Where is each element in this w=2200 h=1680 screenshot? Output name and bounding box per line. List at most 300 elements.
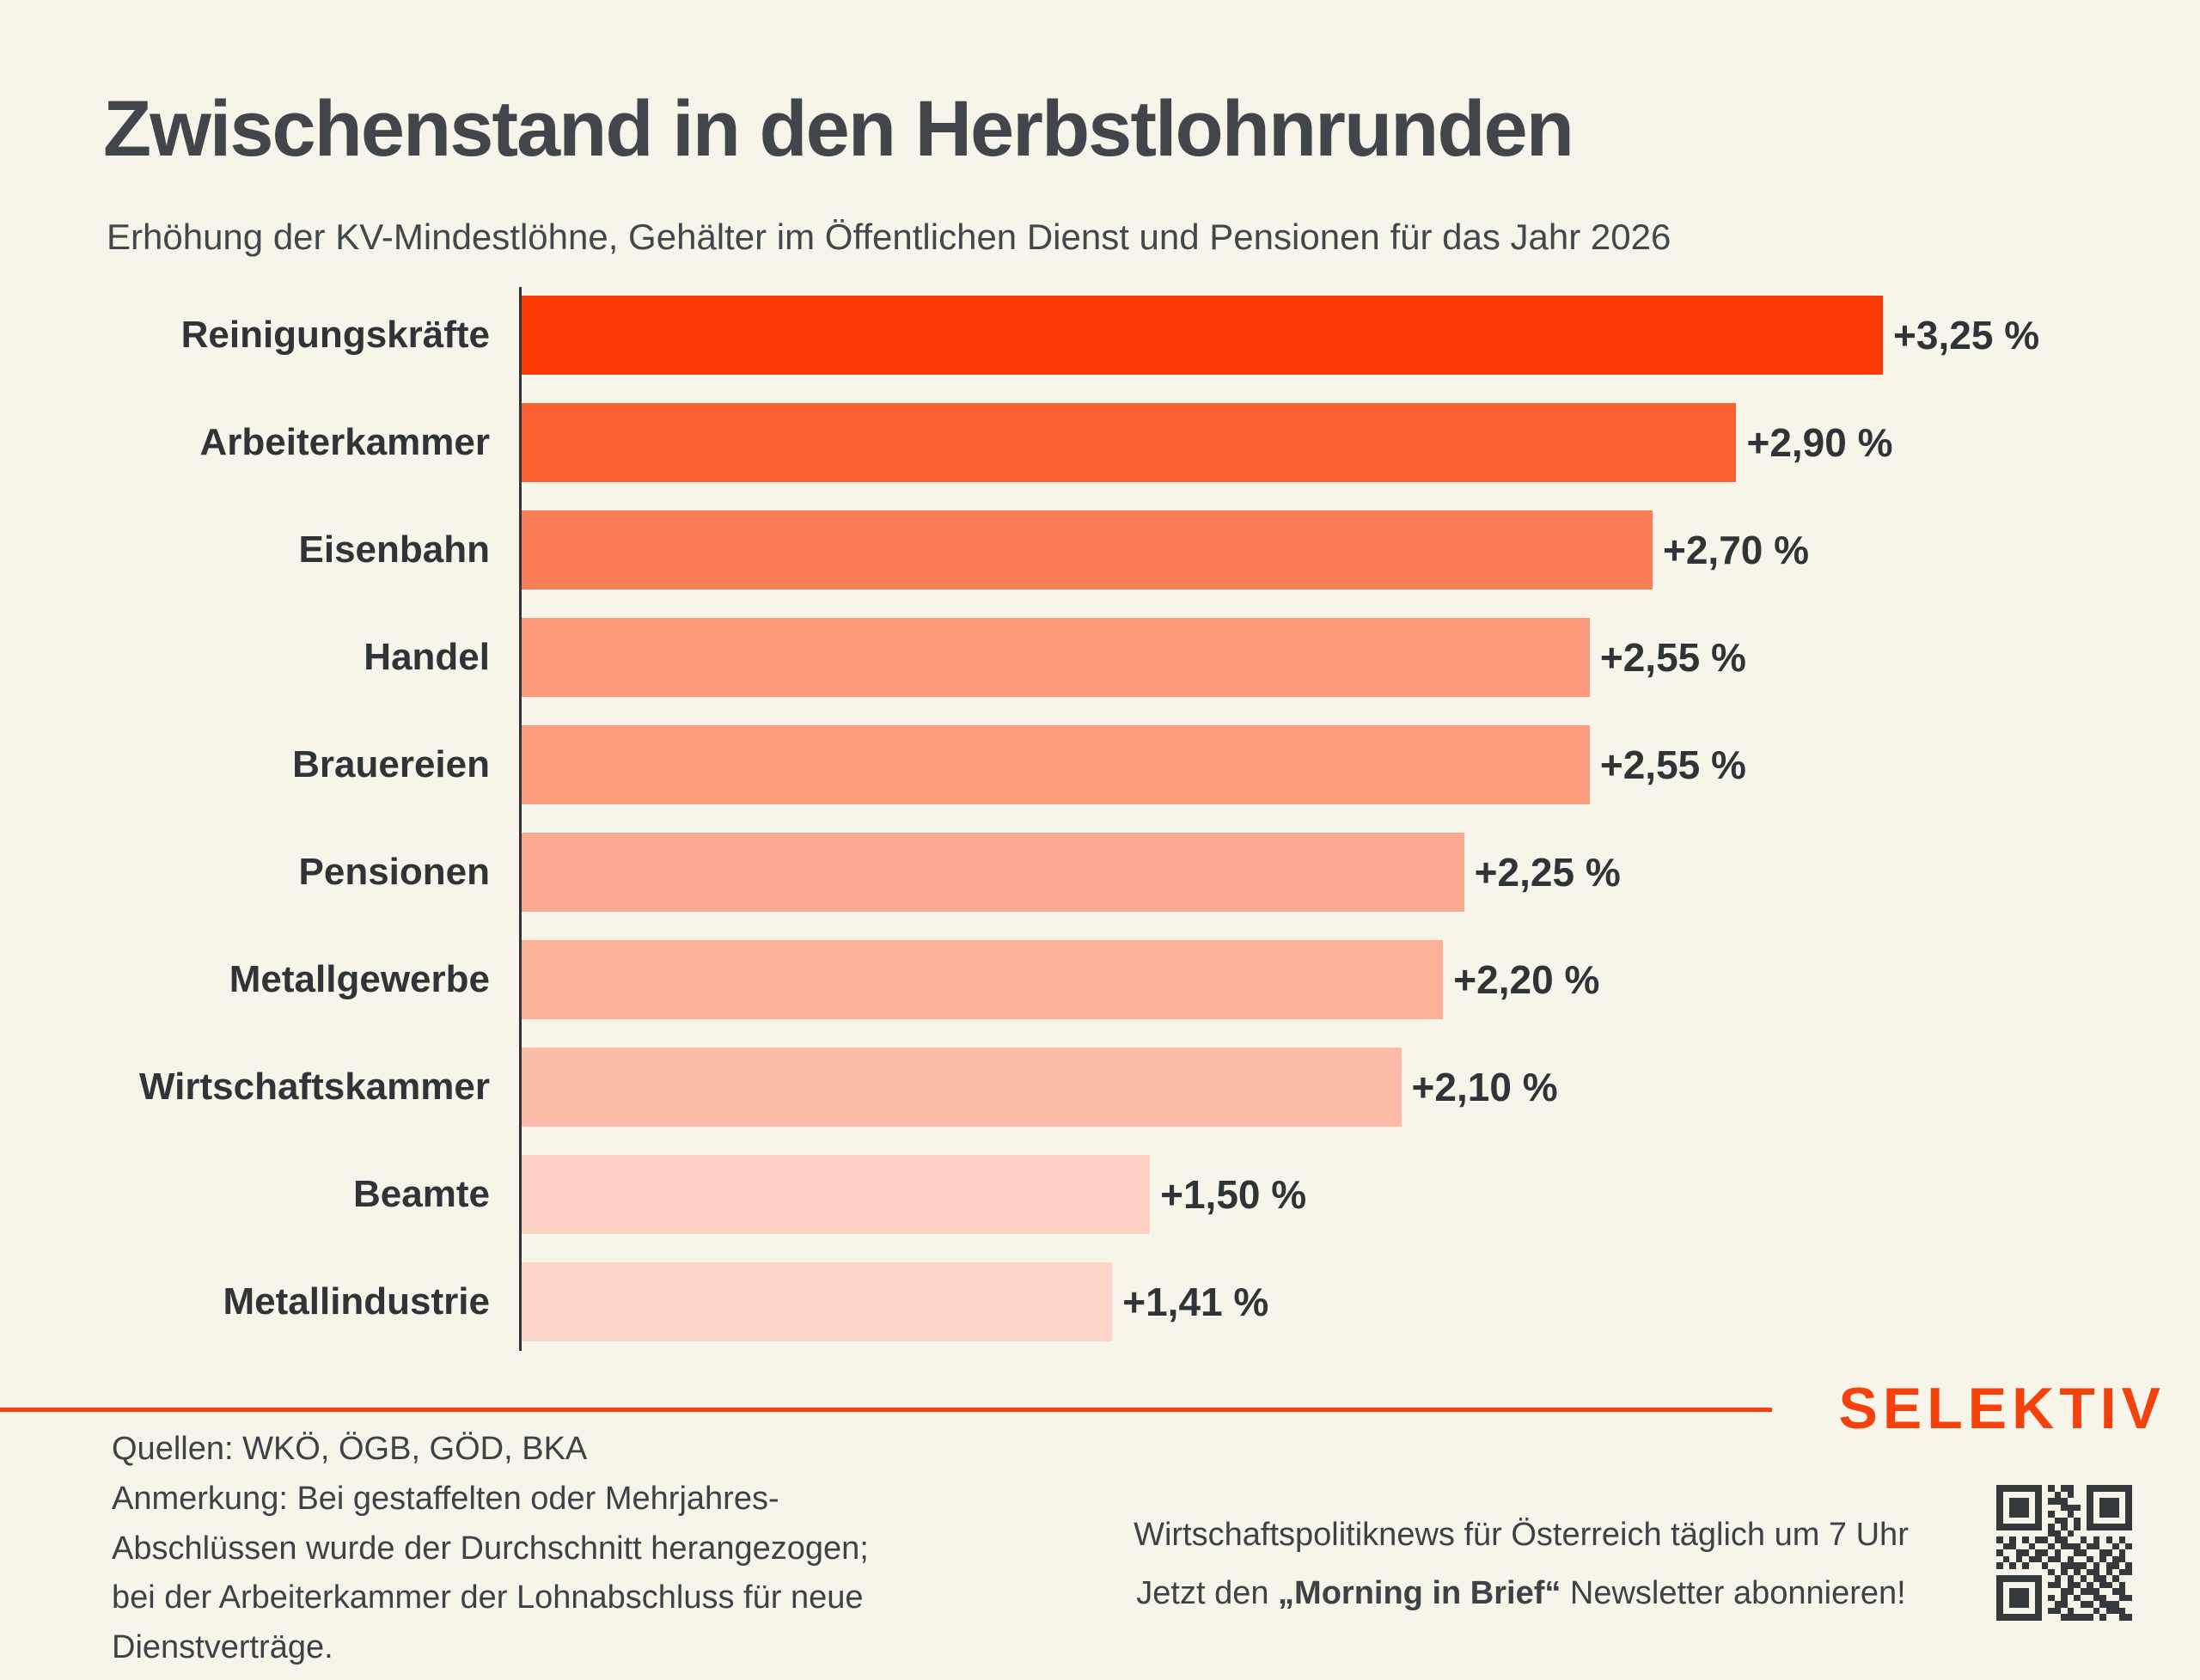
qr-module [2003, 1498, 2010, 1505]
qr-module [2068, 1569, 2075, 1576]
qr-module [2029, 1556, 2036, 1563]
qr-module [2106, 1588, 2113, 1595]
qr-module [2035, 1608, 2042, 1615]
qr-module [2035, 1601, 2042, 1608]
qr-module [2048, 1556, 2055, 1563]
qr-module [2016, 1524, 2023, 1530]
qr-module [2035, 1518, 2042, 1524]
qr-module [2003, 1562, 2010, 1569]
qr-module [2087, 1601, 2093, 1608]
qr-module [2125, 1524, 2132, 1530]
category-label: Wirtschaftskammer [139, 1066, 490, 1108]
qr-module [2016, 1582, 2023, 1589]
qr-module [2081, 1543, 2087, 1550]
qr-module [2093, 1608, 2100, 1615]
qr-module [2029, 1569, 2036, 1576]
qr-module [2125, 1505, 2132, 1512]
qr-module [2119, 1575, 2126, 1582]
category-label: Pensionen [298, 851, 490, 893]
bar-row [105, 833, 2157, 912]
qr-module [2022, 1601, 2029, 1608]
qr-module [2048, 1543, 2055, 1550]
qr-module [2022, 1505, 2029, 1512]
value-label: +1,41 % [1122, 1280, 1269, 1324]
newsletter-line2-prefix: Jetzt den [1136, 1575, 1279, 1612]
qr-module [2009, 1595, 2016, 1602]
qr-module [2106, 1536, 2113, 1543]
qr-module [2009, 1562, 2016, 1569]
qr-module [1996, 1524, 2003, 1530]
qr-module [2093, 1556, 2100, 1563]
qr-module [2055, 1608, 2062, 1615]
bar-row [105, 618, 2157, 697]
qr-module [2061, 1524, 2068, 1530]
qr-module [1996, 1569, 2003, 1576]
qr-module [2009, 1505, 2016, 1512]
qr-module [2048, 1601, 2055, 1608]
qr-module [2061, 1536, 2068, 1543]
qr-module [2074, 1569, 2081, 1576]
qr-module [2016, 1562, 2023, 1569]
qr-module [2119, 1485, 2126, 1492]
qr-module [2093, 1543, 2100, 1550]
brand-logo: SELEKTIV [1838, 1376, 2166, 1441]
newsletter-callout [1057, 1506, 1985, 1623]
qr-module [2106, 1492, 2113, 1499]
qr-module [2035, 1511, 2042, 1518]
qr-module [2106, 1556, 2113, 1563]
qr-module [2081, 1505, 2087, 1512]
bar-track [522, 833, 2157, 912]
qr-module [2087, 1518, 2093, 1524]
qr-module [2035, 1595, 2042, 1602]
qr-module [2048, 1498, 2055, 1505]
qr-module [2048, 1511, 2055, 1518]
qr-module [2048, 1492, 2055, 1499]
qr-module [2048, 1549, 2055, 1556]
qr-module [2125, 1518, 2132, 1524]
qr-module [2061, 1505, 2068, 1512]
qr-module [2029, 1575, 2036, 1582]
qr-module [2055, 1524, 2062, 1530]
qr-module [1996, 1505, 2003, 1512]
qr-module [2055, 1582, 2062, 1589]
qr-module [2081, 1556, 2087, 1563]
qr-module [1996, 1543, 2003, 1550]
qr-module [2022, 1492, 2029, 1499]
qr-module [2087, 1608, 2093, 1615]
qr-module [2093, 1518, 2100, 1524]
qr-module [2055, 1511, 2062, 1518]
qr-module [1996, 1530, 2003, 1537]
qr-module [2035, 1543, 2042, 1550]
qr-module [2125, 1511, 2132, 1518]
qr-module [2068, 1511, 2075, 1518]
qr-module [2093, 1575, 2100, 1582]
qr-module [1996, 1601, 2003, 1608]
qr-module [2048, 1595, 2055, 1602]
qr-module [2055, 1588, 2062, 1595]
qr-module [2009, 1530, 2016, 1537]
qr-module [2112, 1595, 2119, 1602]
qr-module [2081, 1595, 2087, 1602]
qr-module [2119, 1518, 2126, 1524]
qr-module [2112, 1543, 2119, 1550]
qr-module [2068, 1556, 2075, 1563]
qr-module [2022, 1556, 2029, 1563]
qr-module [1996, 1575, 2003, 1582]
footer-notes [112, 1425, 885, 1673]
qr-module [2119, 1492, 2126, 1499]
qr-module [2099, 1601, 2106, 1608]
qr-module [2035, 1549, 2042, 1556]
qr-module [2022, 1608, 2029, 1615]
qr-module [2068, 1608, 2075, 1615]
qr-module [2081, 1608, 2087, 1615]
qr-module [2099, 1595, 2106, 1602]
qr-module [2042, 1575, 2049, 1582]
qr-module [2099, 1556, 2106, 1563]
qr-module [2093, 1530, 2100, 1537]
qr-module [2035, 1614, 2042, 1621]
qr-module [2003, 1608, 2010, 1615]
qr-module [2081, 1524, 2087, 1530]
qr-module [2074, 1549, 2081, 1556]
qr-module [2042, 1588, 2049, 1595]
qr-module [2003, 1614, 2010, 1621]
qr-module [2125, 1530, 2132, 1537]
qr-module [2081, 1511, 2087, 1518]
qr-module [2016, 1498, 2023, 1505]
qr-module [2055, 1536, 2062, 1543]
value-label: +2,55 % [1599, 742, 1746, 787]
qr-module [2125, 1614, 2132, 1621]
qr-module [2055, 1530, 2062, 1537]
qr-module [2112, 1524, 2119, 1530]
qr-module [2042, 1518, 2049, 1524]
qr-module [2068, 1485, 2075, 1492]
qr-module [2042, 1543, 2049, 1550]
qr-module [2093, 1505, 2100, 1512]
qr-module [2009, 1518, 2016, 1524]
qr-module [2106, 1562, 2113, 1569]
qr-module [2061, 1601, 2068, 1608]
category-label: Brauereien [292, 743, 490, 785]
qr-module [2029, 1601, 2036, 1608]
qr-module [2106, 1569, 2113, 1576]
qr-module [2035, 1524, 2042, 1530]
bar-track [522, 618, 2157, 697]
qr-module [2112, 1601, 2119, 1608]
qr-module [2042, 1511, 2049, 1518]
qr-module [2003, 1556, 2010, 1563]
qr-module [2035, 1569, 2042, 1576]
qr-module [2035, 1492, 2042, 1499]
qr-code [1996, 1485, 2132, 1621]
qr-module [1996, 1562, 2003, 1569]
qr-module [2099, 1485, 2106, 1492]
qr-module [2009, 1524, 2016, 1530]
qr-module [2029, 1498, 2036, 1505]
qr-module [2093, 1614, 2100, 1621]
qr-module [1996, 1536, 2003, 1543]
bar-rows [105, 296, 2157, 1370]
bar [522, 403, 1736, 482]
qr-module [2099, 1518, 2106, 1524]
qr-module [2055, 1595, 2062, 1602]
bar [522, 296, 1883, 375]
qr-module [2081, 1588, 2087, 1595]
qr-module [2125, 1608, 2132, 1615]
qr-module [2119, 1562, 2126, 1569]
qr-module [2099, 1524, 2106, 1530]
qr-module [2061, 1575, 2068, 1582]
bar-track [522, 296, 2157, 375]
qr-module [2042, 1556, 2049, 1563]
qr-module [2087, 1511, 2093, 1518]
qr-module [2087, 1556, 2093, 1563]
qr-module [2003, 1543, 2010, 1550]
qr-module [2106, 1543, 2113, 1550]
qr-module [2106, 1614, 2113, 1621]
qr-module [2087, 1505, 2093, 1512]
qr-module [2022, 1536, 2029, 1543]
qr-module [2106, 1530, 2113, 1537]
qr-module [2081, 1569, 2087, 1576]
qr-module [2022, 1575, 2029, 1582]
qr-module [2061, 1485, 2068, 1492]
qr-module [2042, 1492, 2049, 1499]
bar-track [522, 1262, 2157, 1341]
qr-module [2087, 1549, 2093, 1556]
qr-module [2016, 1614, 2023, 1621]
qr-module [1996, 1549, 2003, 1556]
bar-row [105, 296, 2157, 375]
qr-module [2016, 1518, 2023, 1524]
qr-module [1996, 1608, 2003, 1615]
qr-module [2003, 1588, 2010, 1595]
qr-module [2125, 1536, 2132, 1543]
qr-module [2016, 1588, 2023, 1595]
qr-module [2055, 1492, 2062, 1499]
qr-module [2009, 1511, 2016, 1518]
qr-module [2074, 1556, 2081, 1563]
qr-module [2003, 1575, 2010, 1582]
qr-module [1996, 1614, 2003, 1621]
qr-module [2125, 1601, 2132, 1608]
qr-module [2125, 1595, 2132, 1602]
bar-track [522, 1155, 2157, 1234]
qr-module [2022, 1582, 2029, 1589]
qr-module [1996, 1498, 2003, 1505]
qr-module [2009, 1569, 2016, 1576]
qr-module [2106, 1498, 2113, 1505]
qr-module [2029, 1549, 2036, 1556]
qr-module [2016, 1505, 2023, 1512]
qr-module [2061, 1582, 2068, 1589]
qr-module [2093, 1485, 2100, 1492]
qr-module [2009, 1614, 2016, 1621]
qr-module [2048, 1536, 2055, 1543]
qr-module [2055, 1569, 2062, 1576]
qr-module [2055, 1614, 2062, 1621]
qr-module [2068, 1575, 2075, 1582]
qr-module [2016, 1485, 2023, 1492]
qr-module [2061, 1543, 2068, 1550]
qr-module [2009, 1556, 2016, 1563]
qr-module [2087, 1498, 2093, 1505]
bar [522, 618, 1590, 697]
page-subtitle: Erhöhung der KV-Mindestlöhne, Gehälter im Öffentlichen Dienst und Pensionen für das Jahr 2026 [107, 217, 1671, 257]
qr-module [2099, 1575, 2106, 1582]
qr-module [2099, 1549, 2106, 1556]
bar-track [522, 940, 2157, 1019]
qr-module [2081, 1530, 2087, 1537]
qr-module [2022, 1530, 2029, 1537]
qr-module [2087, 1524, 2093, 1530]
qr-module [2074, 1485, 2081, 1492]
qr-module [2022, 1524, 2029, 1530]
qr-module [2112, 1511, 2119, 1518]
qr-module [2035, 1556, 2042, 1563]
qr-module [2119, 1549, 2126, 1556]
qr-module [2048, 1562, 2055, 1569]
qr-module [2003, 1505, 2010, 1512]
qr-module [2112, 1530, 2119, 1537]
qr-module [2125, 1498, 2132, 1505]
qr-module [2081, 1575, 2087, 1582]
qr-module [2093, 1582, 2100, 1589]
value-label: +2,20 % [1453, 957, 1600, 1002]
qr-module [2112, 1498, 2119, 1505]
qr-module [2029, 1511, 2036, 1518]
qr-module [2068, 1601, 2075, 1608]
qr-module [2016, 1536, 2023, 1543]
qr-module [2081, 1562, 2087, 1569]
category-label: Arbeiterkammer [199, 421, 490, 463]
qr-module [2125, 1588, 2132, 1595]
bar-track [522, 725, 2157, 804]
qr-module [2068, 1536, 2075, 1543]
qr-module [2009, 1582, 2016, 1589]
qr-module [2119, 1614, 2126, 1621]
qr-module [2016, 1608, 2023, 1615]
qr-module [2048, 1505, 2055, 1512]
qr-module [2119, 1543, 2126, 1550]
qr-module [2125, 1569, 2132, 1576]
qr-module [2093, 1595, 2100, 1602]
qr-module [2016, 1492, 2023, 1499]
qr-module [2003, 1511, 2010, 1518]
qr-module [2112, 1614, 2119, 1621]
qr-module [2087, 1485, 2093, 1492]
qr-module [2093, 1588, 2100, 1595]
qr-module [2106, 1511, 2113, 1518]
qr-module [2003, 1530, 2010, 1537]
qr-module [2022, 1485, 2029, 1492]
qr-module [1996, 1485, 2003, 1492]
qr-module [2074, 1530, 2081, 1537]
qr-module [2106, 1518, 2113, 1524]
qr-module [2016, 1549, 2023, 1556]
qr-module [2068, 1543, 2075, 1550]
qr-module [2119, 1588, 2126, 1595]
qr-module [2055, 1485, 2062, 1492]
qr-module [2016, 1511, 2023, 1518]
qr-module [2016, 1595, 2023, 1602]
page-title: Zwischenstand in den Herbstlohnrunden [103, 85, 1573, 173]
qr-module [2055, 1556, 2062, 1563]
qr-module [2035, 1498, 2042, 1505]
qr-module [2035, 1505, 2042, 1512]
qr-module [2099, 1588, 2106, 1595]
qr-module [2042, 1614, 2049, 1621]
qr-module [2055, 1549, 2062, 1556]
category-label: Beamte [353, 1173, 490, 1215]
qr-module [1996, 1582, 2003, 1589]
qr-module [2003, 1485, 2010, 1492]
category-label: Handel [364, 636, 490, 678]
qr-module [2048, 1524, 2055, 1530]
qr-module [2074, 1511, 2081, 1518]
qr-module [2022, 1614, 2029, 1621]
qr-module [2093, 1492, 2100, 1499]
category-label: Metallindustrie [223, 1280, 490, 1323]
qr-module [1996, 1595, 2003, 1602]
qr-module [2029, 1518, 2036, 1524]
qr-module [2003, 1492, 2010, 1499]
qr-module [2093, 1562, 2100, 1569]
qr-module [2042, 1582, 2049, 1589]
qr-module [2099, 1505, 2106, 1512]
bar-row [105, 725, 2157, 804]
qr-module [2061, 1511, 2068, 1518]
qr-module [2112, 1608, 2119, 1615]
qr-module [2112, 1536, 2119, 1543]
qr-module [2048, 1588, 2055, 1595]
bar-row [105, 940, 2157, 1019]
qr-module [2081, 1549, 2087, 1556]
qr-module [2074, 1524, 2081, 1530]
qr-module [2009, 1549, 2016, 1556]
qr-module [2081, 1485, 2087, 1492]
qr-module [2042, 1608, 2049, 1615]
qr-module [2022, 1595, 2029, 1602]
qr-module [2099, 1543, 2106, 1550]
qr-module [2055, 1562, 2062, 1569]
qr-module [2112, 1485, 2119, 1492]
category-label: Metallgewerbe [229, 958, 490, 1000]
qr-module [2048, 1485, 2055, 1492]
qr-module [2112, 1492, 2119, 1499]
qr-module [2055, 1575, 2062, 1582]
qr-module [2022, 1569, 2029, 1576]
qr-module [2016, 1601, 2023, 1608]
qr-module [2042, 1498, 2049, 1505]
qr-module [2003, 1518, 2010, 1524]
qr-module [2061, 1569, 2068, 1576]
qr-module [1996, 1556, 2003, 1563]
qr-module [2087, 1562, 2093, 1569]
qr-module [2106, 1601, 2113, 1608]
qr-module [2009, 1608, 2016, 1615]
qr-module [2055, 1505, 2062, 1512]
qr-module [2081, 1582, 2087, 1589]
qr-module [2003, 1582, 2010, 1589]
qr-module [2009, 1536, 2016, 1543]
qr-module [2074, 1614, 2081, 1621]
qr-module [2029, 1588, 2036, 1595]
